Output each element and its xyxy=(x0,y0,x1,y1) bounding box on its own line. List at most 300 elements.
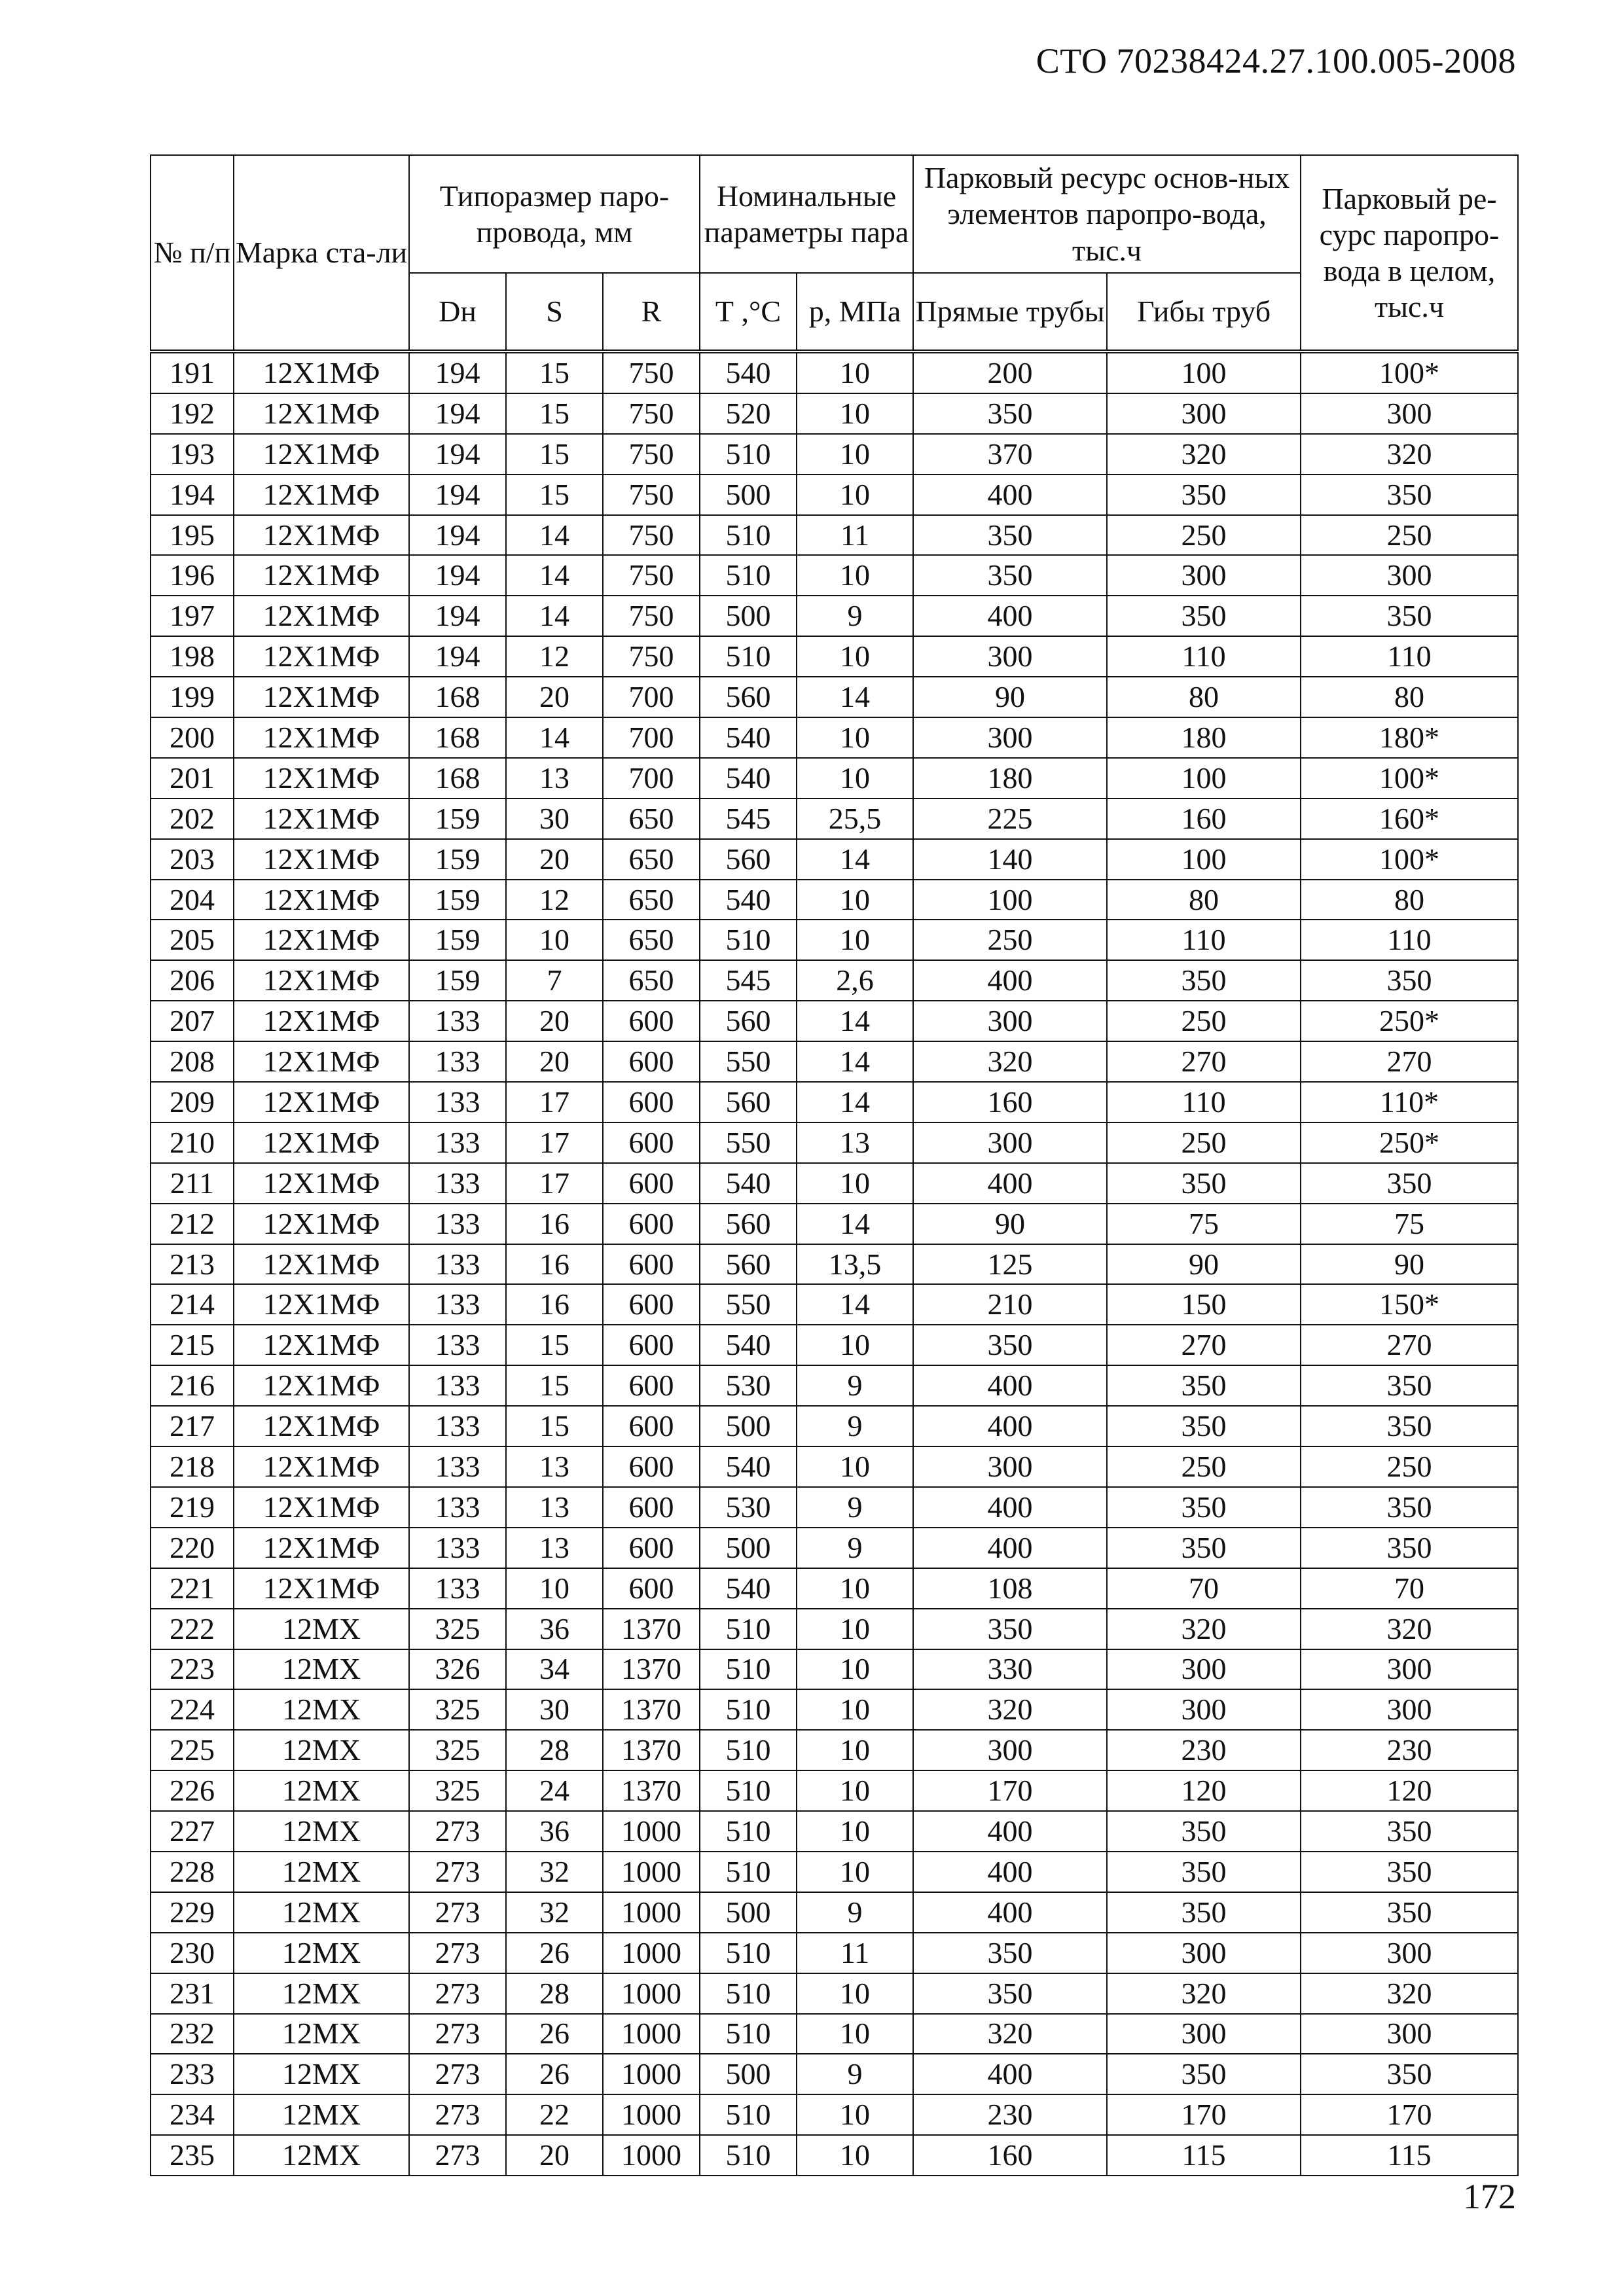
wall-thickness-cell: 17 xyxy=(506,1163,603,1204)
bend-resource-cell: 100 xyxy=(1107,351,1301,393)
steam-temperature-cell: 510 xyxy=(700,1609,797,1649)
row-number-cell: 199 xyxy=(151,677,234,717)
pipeline-resource-cell: 350 xyxy=(1301,596,1518,636)
steam-temperature-cell: 500 xyxy=(700,1892,797,1933)
outer-diameter-cell: 273 xyxy=(409,1892,506,1933)
straight-pipe-resource-cell: 300 xyxy=(913,1001,1107,1041)
outer-diameter-cell: 133 xyxy=(409,1122,506,1163)
bend-resource-cell: 75 xyxy=(1107,1204,1301,1244)
table-row xyxy=(151,1770,1518,1811)
header-size-group: Типоразмер паро-провода, мм xyxy=(409,155,700,273)
pipeline-resource-cell: 250 xyxy=(1301,515,1518,556)
row-number-cell: 198 xyxy=(151,636,234,677)
steel-grade-cell: 12Х1МФ xyxy=(234,434,409,475)
steam-temperature-cell: 510 xyxy=(700,2094,797,2135)
steam-temperature-cell: 500 xyxy=(700,596,797,636)
wall-thickness-cell: 30 xyxy=(506,798,603,839)
steel-grade-cell: 12Х1МФ xyxy=(234,677,409,717)
wall-thickness-cell: 15 xyxy=(506,1406,603,1446)
table-row xyxy=(151,960,1518,1001)
outer-diameter-cell: 133 xyxy=(409,1325,506,1365)
pipeline-resource-cell: 350 xyxy=(1301,1528,1518,1568)
bend-resource-cell: 100 xyxy=(1107,839,1301,880)
steel-grade-cell: 12Х1МФ xyxy=(234,1487,409,1528)
bend-resource-cell: 250 xyxy=(1107,1001,1301,1041)
table-header xyxy=(151,155,1518,351)
pipeline-resource-cell: 110 xyxy=(1301,636,1518,677)
steel-grade-cell: 12МХ xyxy=(234,1973,409,2014)
steam-temperature-cell: 510 xyxy=(700,1933,797,1973)
table-row xyxy=(151,1122,1518,1163)
steam-temperature-cell: 540 xyxy=(700,1446,797,1487)
row-number-cell: 200 xyxy=(151,717,234,758)
straight-pipe-resource-cell: 350 xyxy=(913,1325,1107,1365)
table-row xyxy=(151,677,1518,717)
pipeline-resource-cell: 350 xyxy=(1301,1852,1518,1892)
steam-temperature-cell: 550 xyxy=(700,1041,797,1082)
bend-radius-cell: 750 xyxy=(603,393,700,434)
outer-diameter-cell: 194 xyxy=(409,475,506,515)
wall-thickness-cell: 10 xyxy=(506,920,603,960)
outer-diameter-cell: 159 xyxy=(409,960,506,1001)
bend-resource-cell: 270 xyxy=(1107,1325,1301,1365)
row-number-cell: 194 xyxy=(151,475,234,515)
steam-temperature-cell: 550 xyxy=(700,1284,797,1325)
wall-thickness-cell: 14 xyxy=(506,596,603,636)
straight-pipe-resource-cell: 100 xyxy=(913,880,1107,920)
steam-pressure-cell: 13,5 xyxy=(797,1244,913,1285)
steel-grade-cell: 12Х1МФ xyxy=(234,1284,409,1325)
steam-pressure-cell: 14 xyxy=(797,839,913,880)
row-number-cell: 203 xyxy=(151,839,234,880)
steam-pressure-cell: 25,5 xyxy=(797,798,913,839)
outer-diameter-cell: 194 xyxy=(409,515,506,556)
row-number-cell: 210 xyxy=(151,1122,234,1163)
bend-resource-cell: 350 xyxy=(1107,960,1301,1001)
straight-pipe-resource-cell: 330 xyxy=(913,1649,1107,1690)
bend-resource-cell: 270 xyxy=(1107,1041,1301,1082)
steam-temperature-cell: 510 xyxy=(700,2135,797,2176)
pipeline-resource-cell: 100* xyxy=(1301,351,1518,393)
wall-thickness-cell: 20 xyxy=(506,1041,603,1082)
straight-pipe-resource-cell: 370 xyxy=(913,434,1107,475)
steel-grade-cell: 12Х1МФ xyxy=(234,1041,409,1082)
header-straight-pipes: Прямые трубы xyxy=(913,273,1107,351)
pipeline-resource-cell: 300 xyxy=(1301,1689,1518,1730)
bend-radius-cell: 600 xyxy=(603,1528,700,1568)
straight-pipe-resource-cell: 140 xyxy=(913,839,1107,880)
pipeline-resource-cell: 70 xyxy=(1301,1568,1518,1609)
steam-temperature-cell: 510 xyxy=(700,1811,797,1852)
bend-radius-cell: 1000 xyxy=(603,2094,700,2135)
pipeline-resource-cell: 110* xyxy=(1301,1082,1518,1122)
outer-diameter-cell: 194 xyxy=(409,434,506,475)
row-number-cell: 193 xyxy=(151,434,234,475)
bend-radius-cell: 600 xyxy=(603,1406,700,1446)
bend-radius-cell: 1370 xyxy=(603,1609,700,1649)
bend-radius-cell: 1370 xyxy=(603,1649,700,1690)
steam-temperature-cell: 510 xyxy=(700,1852,797,1892)
steel-grade-cell: 12Х1МФ xyxy=(234,351,409,393)
outer-diameter-cell: 194 xyxy=(409,636,506,677)
steam-temperature-cell: 510 xyxy=(700,555,797,596)
steam-temperature-cell: 560 xyxy=(700,1204,797,1244)
steam-temperature-cell: 540 xyxy=(700,1163,797,1204)
bend-radius-cell: 600 xyxy=(603,1244,700,1285)
steam-temperature-cell: 540 xyxy=(700,758,797,798)
pipeline-resource-cell: 250 xyxy=(1301,1446,1518,1487)
row-number-cell: 215 xyxy=(151,1325,234,1365)
steel-grade-cell: 12Х1МФ xyxy=(234,475,409,515)
bend-radius-cell: 1000 xyxy=(603,2135,700,2176)
row-number-cell: 227 xyxy=(151,1811,234,1852)
row-number-cell: 205 xyxy=(151,920,234,960)
table-row xyxy=(151,1649,1518,1690)
straight-pipe-resource-cell: 300 xyxy=(913,636,1107,677)
bend-radius-cell: 600 xyxy=(603,1568,700,1609)
bend-resource-cell: 350 xyxy=(1107,2054,1301,2094)
steam-temperature-cell: 510 xyxy=(700,1730,797,1770)
steam-pressure-cell: 10 xyxy=(797,1852,913,1892)
wall-thickness-cell: 12 xyxy=(506,880,603,920)
steam-temperature-cell: 530 xyxy=(700,1365,797,1406)
wall-thickness-cell: 26 xyxy=(506,2014,603,2054)
steam-temperature-cell: 510 xyxy=(700,636,797,677)
straight-pipe-resource-cell: 400 xyxy=(913,1528,1107,1568)
outer-diameter-cell: 325 xyxy=(409,1609,506,1649)
steam-pressure-cell: 10 xyxy=(797,1973,913,2014)
steel-grade-cell: 12МХ xyxy=(234,1609,409,1649)
wall-thickness-cell: 7 xyxy=(506,960,603,1001)
pipeline-resource-cell: 160* xyxy=(1301,798,1518,839)
steam-pressure-cell: 2,6 xyxy=(797,960,913,1001)
straight-pipe-resource-cell: 320 xyxy=(913,1041,1107,1082)
header-total-resource: Парковый ре-сурс паропро-вода в целом, тыс.ч xyxy=(1301,155,1518,351)
pipeline-resource-cell: 230 xyxy=(1301,1730,1518,1770)
steel-grade-cell: 12Х1МФ xyxy=(234,555,409,596)
bend-resource-cell: 230 xyxy=(1107,1730,1301,1770)
pipeline-resource-cell: 90 xyxy=(1301,1244,1518,1285)
straight-pipe-resource-cell: 90 xyxy=(913,677,1107,717)
steam-pressure-cell: 10 xyxy=(797,2014,913,2054)
straight-pipe-resource-cell: 350 xyxy=(913,515,1107,556)
steam-pressure-cell: 9 xyxy=(797,1528,913,1568)
row-number-cell: 204 xyxy=(151,880,234,920)
steel-grade-cell: 12Х1МФ xyxy=(234,1163,409,1204)
table-row xyxy=(151,839,1518,880)
bend-resource-cell: 80 xyxy=(1107,880,1301,920)
pipeline-resource-cell: 320 xyxy=(1301,434,1518,475)
pipeline-resource-cell: 150* xyxy=(1301,1284,1518,1325)
wall-thickness-cell: 15 xyxy=(506,1365,603,1406)
steel-grade-cell: 12Х1МФ xyxy=(234,1001,409,1041)
table-body xyxy=(151,351,1518,2176)
outer-diameter-cell: 133 xyxy=(409,1204,506,1244)
straight-pipe-resource-cell: 300 xyxy=(913,1446,1107,1487)
table-row xyxy=(151,798,1518,839)
bend-radius-cell: 1000 xyxy=(603,1933,700,1973)
straight-pipe-resource-cell: 230 xyxy=(913,2094,1107,2135)
pipeline-resource-cell: 350 xyxy=(1301,475,1518,515)
steam-pressure-cell: 14 xyxy=(797,1001,913,1041)
straight-pipe-resource-cell: 400 xyxy=(913,1811,1107,1852)
bend-resource-cell: 120 xyxy=(1107,1770,1301,1811)
document-code: СТО 70238424.27.100.005-2008 xyxy=(1036,41,1516,81)
bend-resource-cell: 170 xyxy=(1107,2094,1301,2135)
straight-pipe-resource-cell: 400 xyxy=(913,1892,1107,1933)
steam-pressure-cell: 11 xyxy=(797,515,913,556)
pipeline-resource-cell: 350 xyxy=(1301,960,1518,1001)
row-number-cell: 233 xyxy=(151,2054,234,2094)
straight-pipe-resource-cell: 125 xyxy=(913,1244,1107,1285)
straight-pipe-resource-cell: 320 xyxy=(913,2014,1107,2054)
straight-pipe-resource-cell: 225 xyxy=(913,798,1107,839)
bend-radius-cell: 1000 xyxy=(603,1892,700,1933)
pipeline-resource-cell: 350 xyxy=(1301,1406,1518,1446)
header-s: S xyxy=(506,273,603,351)
outer-diameter-cell: 133 xyxy=(409,1568,506,1609)
straight-pipe-resource-cell: 300 xyxy=(913,717,1107,758)
pipeline-resource-cell: 320 xyxy=(1301,1609,1518,1649)
straight-pipe-resource-cell: 350 xyxy=(913,1609,1107,1649)
pipeline-resource-cell: 350 xyxy=(1301,2054,1518,2094)
bend-resource-cell: 350 xyxy=(1107,1365,1301,1406)
wall-thickness-cell: 13 xyxy=(506,1487,603,1528)
steel-grade-cell: 12Х1МФ xyxy=(234,1365,409,1406)
steel-grade-cell: 12Х1МФ xyxy=(234,1122,409,1163)
steam-temperature-cell: 510 xyxy=(700,1973,797,2014)
wall-thickness-cell: 10 xyxy=(506,1568,603,1609)
row-number-cell: 229 xyxy=(151,1892,234,1933)
steam-temperature-cell: 560 xyxy=(700,839,797,880)
steam-pressure-cell: 10 xyxy=(797,1568,913,1609)
steel-grade-cell: 12МХ xyxy=(234,1770,409,1811)
row-number-cell: 202 xyxy=(151,798,234,839)
steam-pressure-cell: 9 xyxy=(797,1487,913,1528)
steam-pressure-cell: 9 xyxy=(797,2054,913,2094)
bend-resource-cell: 110 xyxy=(1107,636,1301,677)
bend-radius-cell: 750 xyxy=(603,475,700,515)
steam-pressure-cell: 10 xyxy=(797,1163,913,1204)
table-row xyxy=(151,2135,1518,2176)
table-row xyxy=(151,2094,1518,2135)
outer-diameter-cell: 159 xyxy=(409,798,506,839)
bend-radius-cell: 600 xyxy=(603,1365,700,1406)
table-row xyxy=(151,2054,1518,2094)
bend-resource-cell: 110 xyxy=(1107,1082,1301,1122)
straight-pipe-resource-cell: 400 xyxy=(913,960,1107,1001)
wall-thickness-cell: 16 xyxy=(506,1204,603,1244)
steam-pressure-cell: 10 xyxy=(797,1770,913,1811)
row-number-cell: 224 xyxy=(151,1689,234,1730)
bend-radius-cell: 650 xyxy=(603,920,700,960)
steel-grade-cell: 12МХ xyxy=(234,1730,409,1770)
table-row xyxy=(151,758,1518,798)
steam-pressure-cell: 10 xyxy=(797,920,913,960)
row-number-cell: 225 xyxy=(151,1730,234,1770)
outer-diameter-cell: 273 xyxy=(409,2054,506,2094)
table-row xyxy=(151,1284,1518,1325)
straight-pipe-resource-cell: 160 xyxy=(913,2135,1107,2176)
bend-resource-cell: 350 xyxy=(1107,1528,1301,1568)
bend-resource-cell: 350 xyxy=(1107,596,1301,636)
straight-pipe-resource-cell: 350 xyxy=(913,1933,1107,1973)
row-number-cell: 217 xyxy=(151,1406,234,1446)
steam-pressure-cell: 10 xyxy=(797,2094,913,2135)
row-number-cell: 223 xyxy=(151,1649,234,1690)
bend-resource-cell: 350 xyxy=(1107,1406,1301,1446)
straight-pipe-resource-cell: 400 xyxy=(913,1365,1107,1406)
steam-temperature-cell: 545 xyxy=(700,960,797,1001)
steam-temperature-cell: 510 xyxy=(700,1689,797,1730)
wall-thickness-cell: 26 xyxy=(506,2054,603,2094)
table-row xyxy=(151,1892,1518,1933)
bend-radius-cell: 650 xyxy=(603,839,700,880)
wall-thickness-cell: 28 xyxy=(506,1973,603,2014)
outer-diameter-cell: 133 xyxy=(409,1365,506,1406)
wall-thickness-cell: 15 xyxy=(506,1325,603,1365)
bend-resource-cell: 300 xyxy=(1107,1933,1301,1973)
bend-resource-cell: 350 xyxy=(1107,1852,1301,1892)
steel-grade-cell: 12МХ xyxy=(234,1649,409,1690)
steel-grade-cell: 12Х1МФ xyxy=(234,920,409,960)
bend-radius-cell: 600 xyxy=(603,1001,700,1041)
steam-pressure-cell: 10 xyxy=(797,880,913,920)
bend-resource-cell: 250 xyxy=(1107,1122,1301,1163)
pipeline-resource-cell: 120 xyxy=(1301,1770,1518,1811)
outer-diameter-cell: 273 xyxy=(409,2014,506,2054)
wall-thickness-cell: 16 xyxy=(506,1284,603,1325)
row-number-cell: 230 xyxy=(151,1933,234,1973)
straight-pipe-resource-cell: 108 xyxy=(913,1568,1107,1609)
bend-resource-cell: 250 xyxy=(1107,1446,1301,1487)
steel-grade-cell: 12Х1МФ xyxy=(234,960,409,1001)
wall-thickness-cell: 15 xyxy=(506,393,603,434)
table-row xyxy=(151,351,1518,393)
bend-resource-cell: 90 xyxy=(1107,1244,1301,1285)
pipeline-resource-cell: 170 xyxy=(1301,2094,1518,2135)
bend-radius-cell: 750 xyxy=(603,515,700,556)
row-number-cell: 195 xyxy=(151,515,234,556)
row-number-cell: 211 xyxy=(151,1163,234,1204)
steel-grade-cell: 12Х1МФ xyxy=(234,636,409,677)
steam-temperature-cell: 500 xyxy=(700,475,797,515)
steam-pressure-cell: 10 xyxy=(797,758,913,798)
pipeline-resource-cell: 80 xyxy=(1301,880,1518,920)
pipeline-resource-cell: 350 xyxy=(1301,1892,1518,1933)
outer-diameter-cell: 273 xyxy=(409,2094,506,2135)
outer-diameter-cell: 194 xyxy=(409,596,506,636)
bend-radius-cell: 1000 xyxy=(603,2014,700,2054)
steel-grade-cell: 12МХ xyxy=(234,2054,409,2094)
bend-radius-cell: 1370 xyxy=(603,1730,700,1770)
wall-thickness-cell: 14 xyxy=(506,717,603,758)
outer-diameter-cell: 133 xyxy=(409,1406,506,1446)
bend-radius-cell: 650 xyxy=(603,880,700,920)
steam-pressure-cell: 10 xyxy=(797,434,913,475)
table-row xyxy=(151,1041,1518,1082)
steam-temperature-cell: 510 xyxy=(700,920,797,960)
straight-pipe-resource-cell: 400 xyxy=(913,1852,1107,1892)
steam-pressure-cell: 10 xyxy=(797,1446,913,1487)
wall-thickness-cell: 20 xyxy=(506,839,603,880)
row-number-cell: 206 xyxy=(151,960,234,1001)
bend-resource-cell: 115 xyxy=(1107,2135,1301,2176)
row-number-cell: 232 xyxy=(151,2014,234,2054)
steel-grade-cell: 12Х1МФ xyxy=(234,798,409,839)
table-row xyxy=(151,393,1518,434)
steam-pressure-cell: 10 xyxy=(797,555,913,596)
pipeline-resource-cell: 300 xyxy=(1301,2014,1518,2054)
wall-thickness-cell: 13 xyxy=(506,1528,603,1568)
bend-radius-cell: 1370 xyxy=(603,1770,700,1811)
header-nominal-group: Номинальные параметры пара xyxy=(700,155,913,273)
row-number-cell: 234 xyxy=(151,2094,234,2135)
straight-pipe-resource-cell: 250 xyxy=(913,920,1107,960)
outer-diameter-cell: 194 xyxy=(409,393,506,434)
outer-diameter-cell: 133 xyxy=(409,1082,506,1122)
bend-radius-cell: 700 xyxy=(603,677,700,717)
row-number-cell: 197 xyxy=(151,596,234,636)
bend-radius-cell: 1000 xyxy=(603,1973,700,2014)
outer-diameter-cell: 168 xyxy=(409,677,506,717)
outer-diameter-cell: 133 xyxy=(409,1284,506,1325)
row-number-cell: 214 xyxy=(151,1284,234,1325)
bend-radius-cell: 1370 xyxy=(603,1689,700,1730)
steel-grade-cell: 12Х1МФ xyxy=(234,1528,409,1568)
table-row xyxy=(151,475,1518,515)
bend-radius-cell: 600 xyxy=(603,1163,700,1204)
pipeline-resource-cell: 100* xyxy=(1301,839,1518,880)
outer-diameter-cell: 168 xyxy=(409,758,506,798)
bend-resource-cell: 300 xyxy=(1107,2014,1301,2054)
pipeline-resource-cell: 75 xyxy=(1301,1204,1518,1244)
row-number-cell: 207 xyxy=(151,1001,234,1041)
row-number-cell: 219 xyxy=(151,1487,234,1528)
steam-pressure-cell: 14 xyxy=(797,1041,913,1082)
table-row xyxy=(151,636,1518,677)
steel-grade-cell: 12Х1МФ xyxy=(234,1446,409,1487)
header-r: R xyxy=(603,273,700,351)
outer-diameter-cell: 194 xyxy=(409,351,506,393)
pipeline-resource-cell: 350 xyxy=(1301,1811,1518,1852)
steam-temperature-cell: 510 xyxy=(700,1770,797,1811)
steel-grade-cell: 12Х1МФ xyxy=(234,1325,409,1365)
row-number-cell: 201 xyxy=(151,758,234,798)
steam-pressure-cell: 10 xyxy=(797,475,913,515)
table-row xyxy=(151,1406,1518,1446)
steel-grade-cell: 12Х1МФ xyxy=(234,717,409,758)
table-row xyxy=(151,1730,1518,1770)
bend-radius-cell: 600 xyxy=(603,1204,700,1244)
table-row xyxy=(151,1973,1518,2014)
steel-grade-cell: 12Х1МФ xyxy=(234,839,409,880)
bend-radius-cell: 600 xyxy=(603,1122,700,1163)
row-number-cell: 220 xyxy=(151,1528,234,1568)
wall-thickness-cell: 26 xyxy=(506,1933,603,1973)
steel-grade-cell: 12Х1МФ xyxy=(234,1204,409,1244)
bend-resource-cell: 150 xyxy=(1107,1284,1301,1325)
bend-radius-cell: 750 xyxy=(603,555,700,596)
table-row xyxy=(151,1487,1518,1528)
outer-diameter-cell: 133 xyxy=(409,1446,506,1487)
steam-temperature-cell: 500 xyxy=(700,1406,797,1446)
steam-pressure-cell: 10 xyxy=(797,1325,913,1365)
bend-radius-cell: 700 xyxy=(603,758,700,798)
row-number-cell: 228 xyxy=(151,1852,234,1892)
row-number-cell: 196 xyxy=(151,555,234,596)
pipeline-resource-cell: 270 xyxy=(1301,1325,1518,1365)
